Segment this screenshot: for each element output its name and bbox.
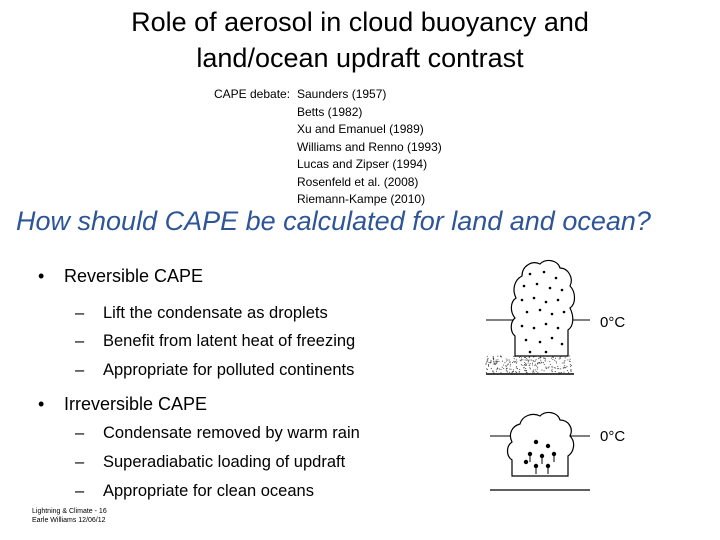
bullet-dot: •	[38, 394, 45, 414]
bullet-label: Reversible CAPE	[64, 266, 204, 286]
reference-item: Rosenfeld et al. (2008)	[297, 174, 419, 189]
slide-title	[0, 4, 720, 76]
sub-item	[75, 453, 345, 472]
bullet-label: Irreversible CAPE	[64, 394, 208, 414]
sub-item	[75, 332, 355, 351]
slide-title-line1: Role of aerosol in cloud buoyancy and	[131, 7, 589, 37]
reference-item: Xu and Emanuel (1989)	[297, 122, 424, 136]
sub-item-text: Benefit from latent heat of freezing	[103, 332, 356, 350]
reversible-cloud-diagram	[482, 256, 592, 380]
dash-marker: –	[75, 424, 85, 442]
cape-debate-label: CAPE debate:	[214, 87, 291, 101]
slide-footer	[32, 507, 107, 525]
reference-item: Betts (1982)	[297, 104, 363, 119]
footer-line2: Earle Williams 12/06/12	[32, 517, 106, 524]
sub-item-text: Appropriate for clean oceans	[103, 482, 314, 500]
dash-marker: –	[75, 361, 85, 379]
slide-title-line2: land/ocean updraft contrast	[196, 43, 524, 73]
irreversible-cloud-diagram	[490, 404, 600, 496]
dash-marker: –	[75, 304, 85, 322]
aerosol-stipple	[485, 355, 572, 373]
sub-item	[75, 482, 314, 501]
freezing-level-label-reversible: 0°C	[600, 314, 626, 331]
reference-item: Williams and Renno (1993)	[297, 139, 442, 154]
dash-marker: –	[75, 482, 85, 500]
bullet-dot: •	[38, 266, 45, 286]
sub-item-text: Lift the condensate as droplets	[103, 304, 328, 322]
reference-item: Lucas and Zipser (1994)	[297, 157, 428, 171]
sub-item-text: Condensate removed by warm rain	[103, 424, 360, 442]
dash-marker: –	[75, 453, 85, 471]
cape-debate-references	[297, 86, 442, 209]
sub-item	[75, 361, 354, 380]
reference-item: Riemann-Kampe (2010)	[297, 192, 426, 206]
sub-item-text: Appropriate for polluted continents	[103, 361, 355, 379]
sub-item	[75, 304, 328, 323]
sub-item-text: Superadiabatic loading of updraft	[103, 453, 346, 471]
bullet-reversible-cape	[38, 266, 203, 287]
cloud-outline	[511, 261, 574, 356]
bullet-irreversible-cape	[38, 394, 207, 415]
dash-marker: –	[75, 332, 85, 350]
sub-item	[75, 424, 360, 443]
freezing-level-label-irreversible: 0°C	[600, 428, 626, 445]
footer-line1: Lightning & Climate - 16	[32, 508, 107, 515]
question-heading: How should CAPE be calculated for land and ocean?	[16, 206, 651, 236]
reference-item: Saunders (1957)	[297, 87, 387, 101]
cloud-outline	[508, 413, 574, 476]
